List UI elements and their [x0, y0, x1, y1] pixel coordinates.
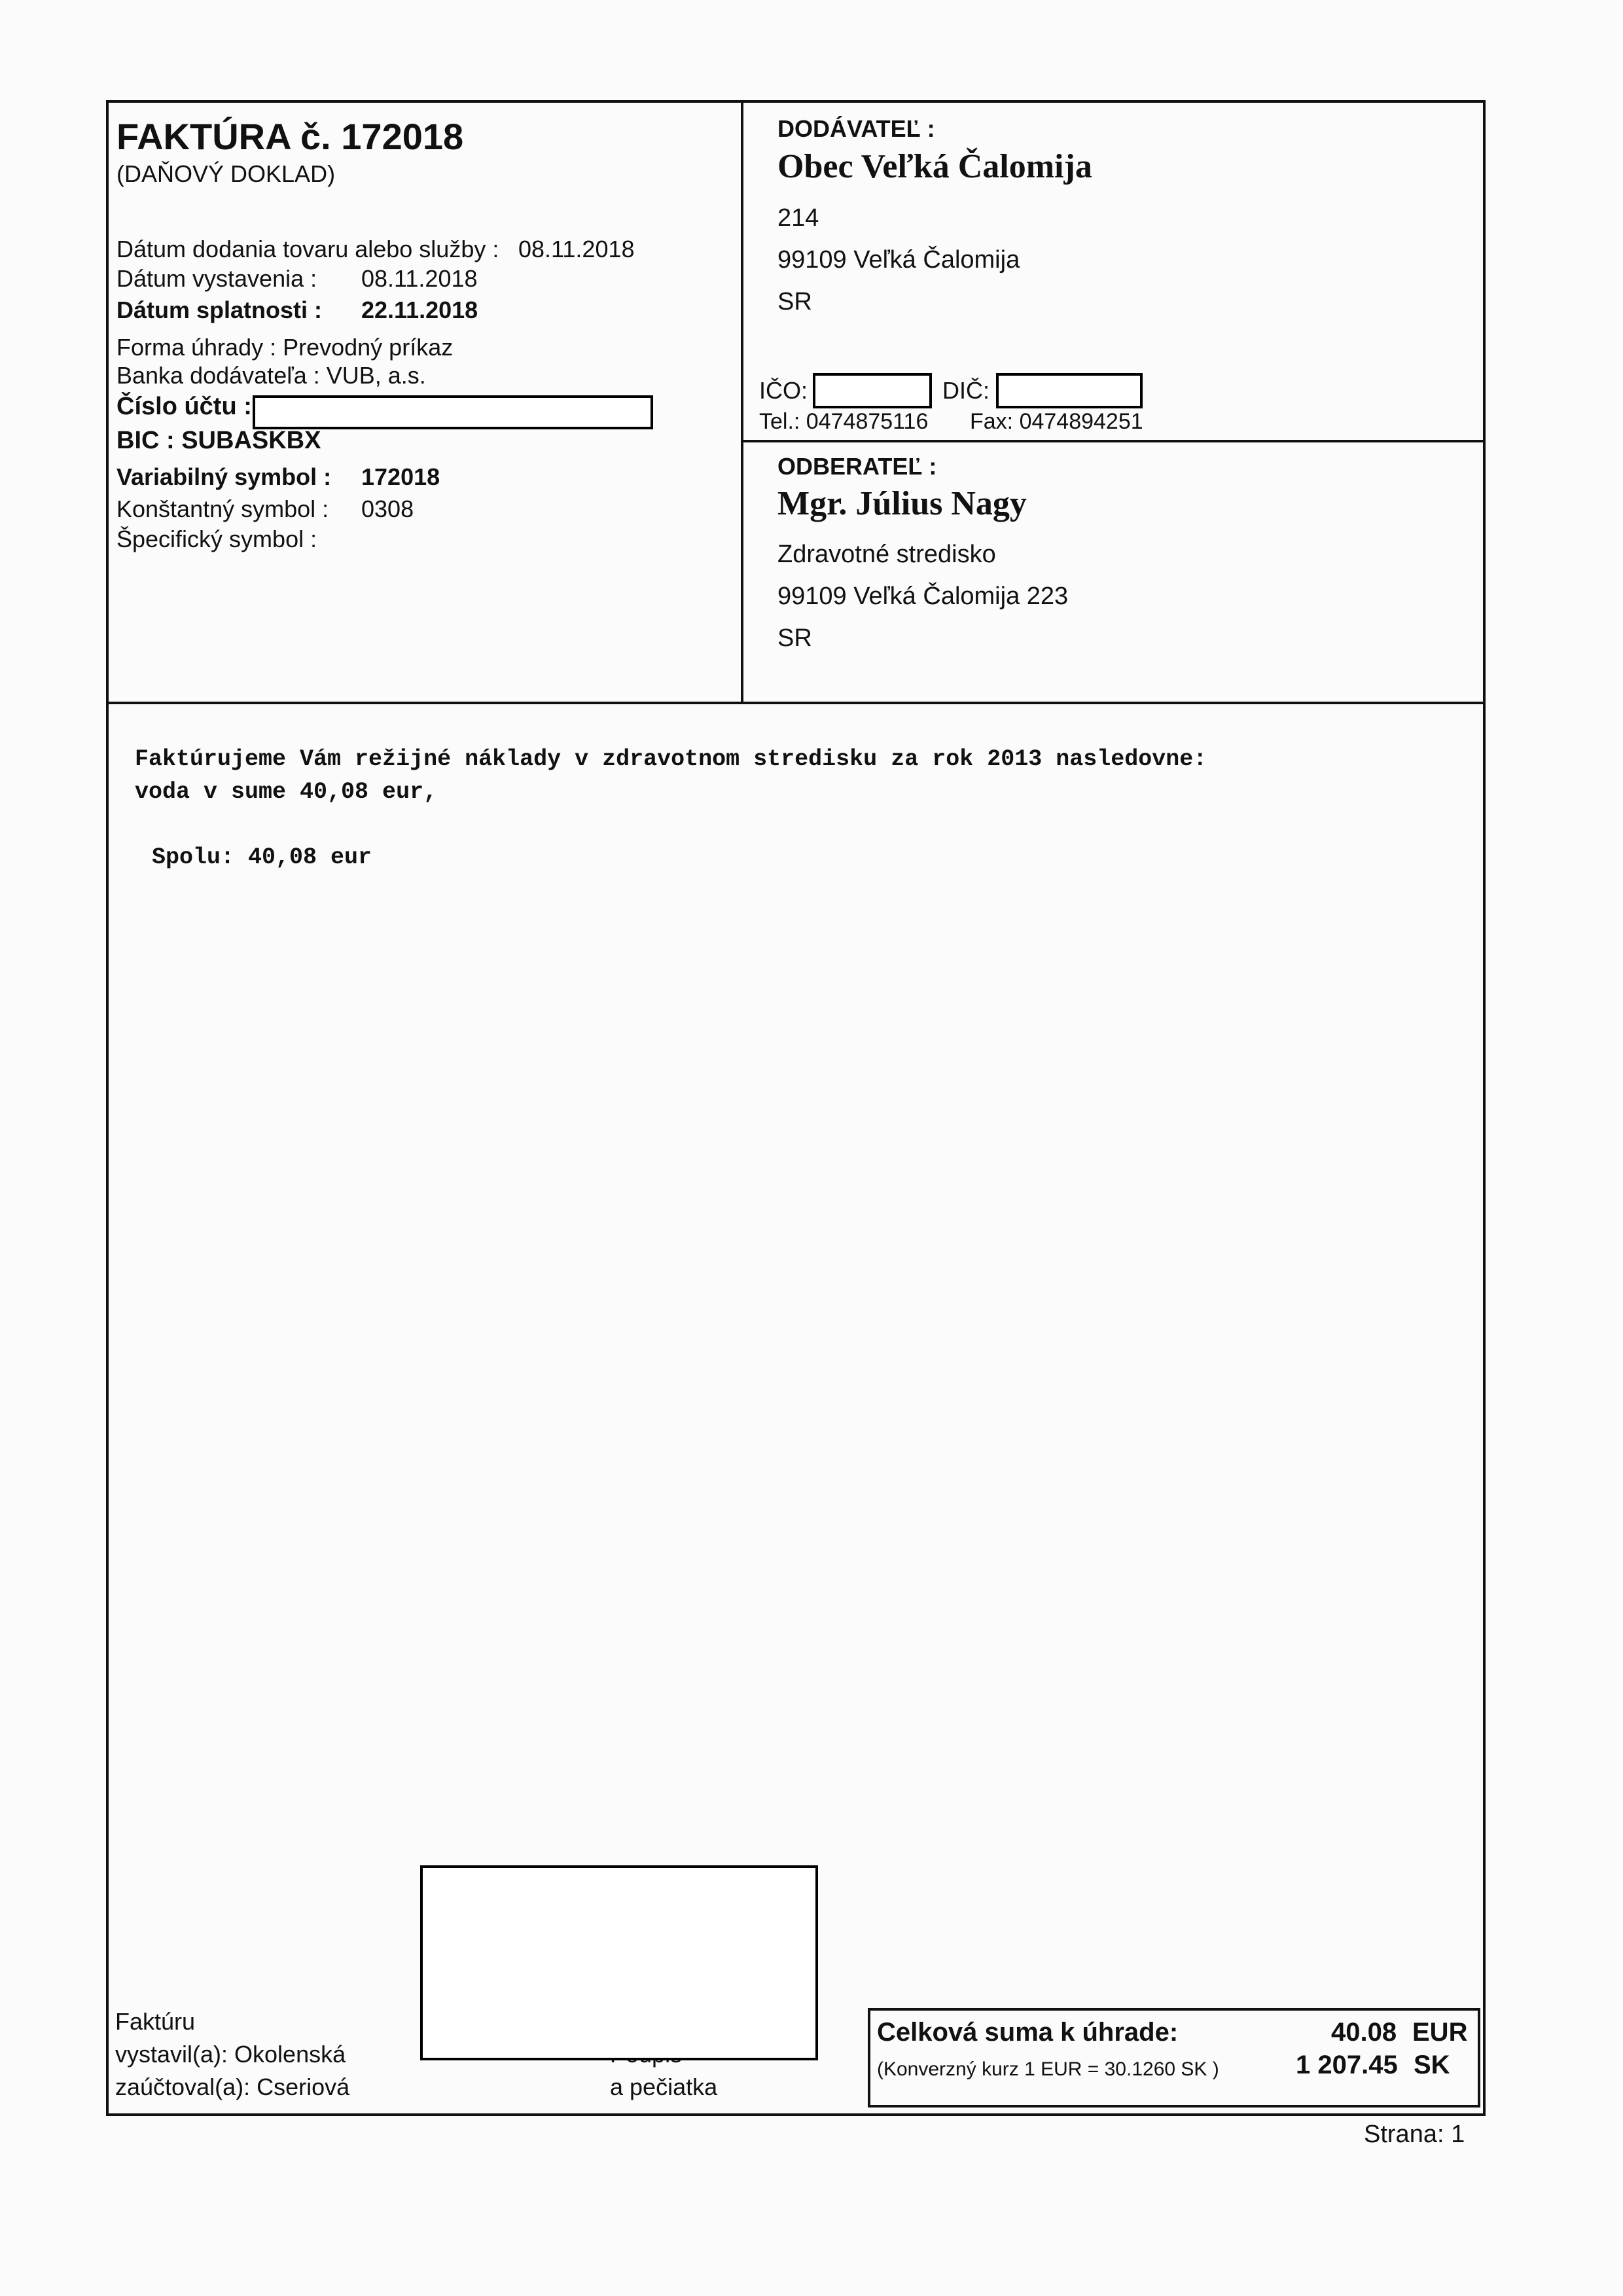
supplier-country: SR: [777, 288, 812, 315]
ico-redaction: [813, 373, 932, 408]
total-sk-currency: SK: [1414, 2051, 1450, 2079]
supplier-phone: Tel.: 0474875116: [759, 409, 929, 434]
supplier-customer-divider: [741, 440, 1486, 442]
supplier-name: Obec Veľká Čalomija: [777, 148, 1092, 185]
signature-redaction: [420, 1865, 818, 2060]
issue-date-label: Dátum vystavenia :: [116, 265, 317, 292]
specific-symbol-label: Špecifický symbol :: [116, 526, 317, 552]
body-line-1: Faktúrujeme Vám režijné náklady v zdravotnom stredisku za rok 2013 nasledovne:: [135, 746, 1207, 772]
account-label: Číslo účtu :: [116, 393, 252, 420]
customer-name: Mgr. Július Nagy: [777, 485, 1027, 522]
invoice-label: Faktúru: [115, 2008, 196, 2035]
total-eur-value: 40.08: [1331, 2018, 1397, 2047]
constant-symbol-value: 0308: [361, 495, 414, 522]
bic-code: BIC : SUBASKBX: [116, 427, 321, 454]
delivery-date-value: 08.11.2018: [518, 236, 635, 262]
supplier-heading: DODÁVATEĽ :: [777, 115, 935, 142]
customer-line2: 99109 Veľká Čalomija 223: [777, 583, 1069, 610]
payment-form: Forma úhrady : Prevodný príkaz: [116, 334, 454, 361]
invoice-title: FAKTÚRA č. 172018: [116, 116, 464, 157]
total-eur-currency: EUR: [1412, 2018, 1468, 2047]
constant-symbol-label: Konštantný symbol :: [116, 495, 329, 522]
supplier-city: 99109 Veľká Čalomija: [777, 246, 1020, 274]
account-number-redaction: [253, 395, 653, 429]
signature-stamp-caption: a pečiatka: [610, 2073, 718, 2100]
variable-symbol-value: 172018: [361, 463, 440, 490]
due-date-value: 22.11.2018: [361, 296, 478, 323]
customer-heading: ODBERATEĽ :: [777, 453, 937, 480]
total-sk-value: 1 207.45: [1296, 2051, 1398, 2079]
supplier-fax: Fax: 0474894251: [970, 409, 1143, 434]
header-divider-vertical: [741, 100, 743, 702]
invoice-subtitle: (DAŇOVÝ DOKLAD): [116, 160, 336, 187]
body-line-2: voda v sume 40,08 eur,: [135, 779, 438, 805]
accounted-by: zaúčtoval(a): Cseriová: [115, 2073, 350, 2100]
due-date-label: Dátum splatnosti :: [116, 296, 323, 323]
supplier-dic-label: DIČ:: [942, 377, 990, 404]
total-label: Celková suma k úhrade:: [877, 2018, 1179, 2047]
frame-right: [1483, 100, 1486, 2116]
conversion-rate: (Konverzný kurz 1 EUR = 30.1260 SK ): [877, 2058, 1219, 2080]
body-total: Spolu: 40,08 eur: [152, 844, 372, 870]
frame-bottom: [106, 2113, 1486, 2116]
customer-line1: Zdravotné stredisko: [777, 541, 996, 568]
supplier-street: 214: [777, 204, 819, 232]
issue-date-value: 08.11.2018: [361, 265, 478, 292]
delivery-date-label: Dátum dodania tovaru alebo služby :: [116, 236, 499, 262]
issued-by: vystavil(a): Okolenská: [115, 2041, 346, 2068]
variable-symbol-label: Variabilný symbol :: [116, 463, 332, 490]
header-bottom-divider: [106, 702, 1486, 704]
customer-country: SR: [777, 624, 812, 652]
frame-left: [106, 100, 109, 2116]
supplier-ico-label: IČO:: [759, 377, 808, 404]
frame-top: [106, 100, 1486, 103]
bank-name: Banka dodávateľa : VUB, a.s.: [116, 362, 426, 389]
page-number: Strana: 1: [1364, 2121, 1465, 2148]
dic-redaction: [996, 373, 1143, 408]
